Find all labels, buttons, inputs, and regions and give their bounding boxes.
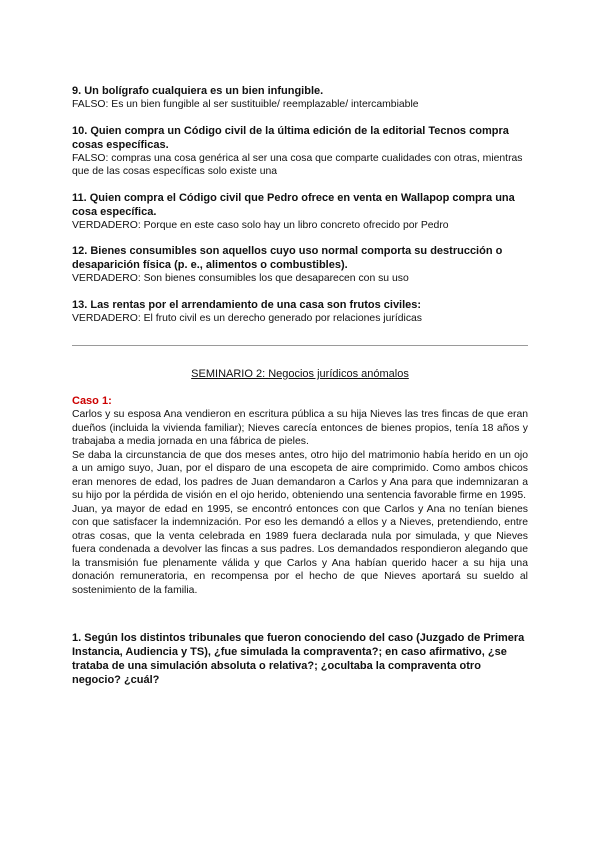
question-answer: VERDADERO: Porque en este caso solo hay un libro concreto ofrecido por Pedro: [72, 219, 449, 231]
case-label: Caso 1:: [72, 395, 112, 407]
question-title: 11. Quien compra el Código civil que Pedro ofrece en venta en Wallapop compra una cosa específica.: [72, 191, 515, 218]
question-item-9: [72, 84, 528, 112]
question-answer: VERDADERO: El fruto civil es un derecho generado por relaciones jurídicas: [72, 312, 422, 324]
question-item-10: [72, 124, 528, 179]
question-item-12: [72, 244, 528, 286]
question-answer: FALSO: Es un bien fungible al ser sustituible/ reemplazable/ intercambiable: [72, 99, 419, 110]
seminar-question-1: 1. Según los distintos tribunales que fueron conociendo del caso (Juzgado de Primera Instancia, Audiencia y TS), ¿fue simulada la compraventa?; en caso afirmativo, ¿se trataba de una simulación absoluta o relativa?; ¿ocultaba la compraventa otro negocio? ¿cuál?: [72, 632, 525, 686]
question-item-13: [72, 298, 528, 326]
case-paragraph-2: Se daba la circunstancia de que dos meses antes, otro hijo del matrimonio había herido en un ojo a un amigo suyo, Juan, por el disparo de una escopeta de aire comprimido. Como ambos chicos eran menores de edad, los padres de Juan demandaron a Carlos y Ana para que indemnizaran a su hijo por la pérdida de visión en el ojo herido, obteniendo una sentencia favorable firme en 1995.: [72, 449, 528, 501]
question-title: 10. Quien compra un Código civil de la última edición de la editorial Tecnos compra cosas específicas.: [72, 124, 509, 151]
document-page: [72, 84, 528, 687]
question-title: 12. Bienes consumibles son aquellos cuyo uso normal comporta su destrucción o desaparición física (p. e., alimentos o combustibles).: [72, 245, 503, 271]
section-divider: [72, 345, 528, 346]
question-answer: VERDADERO: Son bienes consumibles los que desaparecen con su uso: [72, 273, 409, 284]
case-paragraph-3: Juan, ya mayor de edad en 1995, se encontró entonces con que Carlos y Ana no tenían bienes con que satisfacer la indemnización. Por eso les demandó a ellos y a Nieves, pretendiendo, entre otras cosas, que la venta celebrada en 1989 fuera declarada nula por simulada, y que Nieves fuera condenada a devolver las fincas a sus padres. Los demandados respondieron alegando que la transmisión fue plenamente válida y que Carlos y Ana habían querido hacer a su hija una donación remuneratoria, en recompensa por el hecho de que Nieves aportará su sueldo al sostenimiento de la familia.: [72, 503, 528, 596]
question-title: 13. Las rentas por el arrendamiento de una casa son frutos civiles:: [72, 298, 422, 311]
case-paragraph-1: Carlos y su esposa Ana vendieron en escritura pública a su hija Nieves las tres fincas de que eran dueños (incluida la vivienda familiar); Nieves carecía entonces de bienes propios, tenía 18 años y trabajaba a media jornada en una fábrica de pieles.: [72, 409, 528, 447]
question-item-11: [72, 191, 528, 233]
question-title: 9. Un bolígrafo cualquiera es un bien infungible.: [72, 85, 324, 97]
question-answer: FALSO: compras una cosa genérica al ser una cosa que comparte cualidades con otras, mientras que de las cosas específicas solo existe una: [72, 152, 523, 177]
seminar-title: SEMINARIO 2: Negocios jurídicos anómalos: [191, 368, 409, 380]
